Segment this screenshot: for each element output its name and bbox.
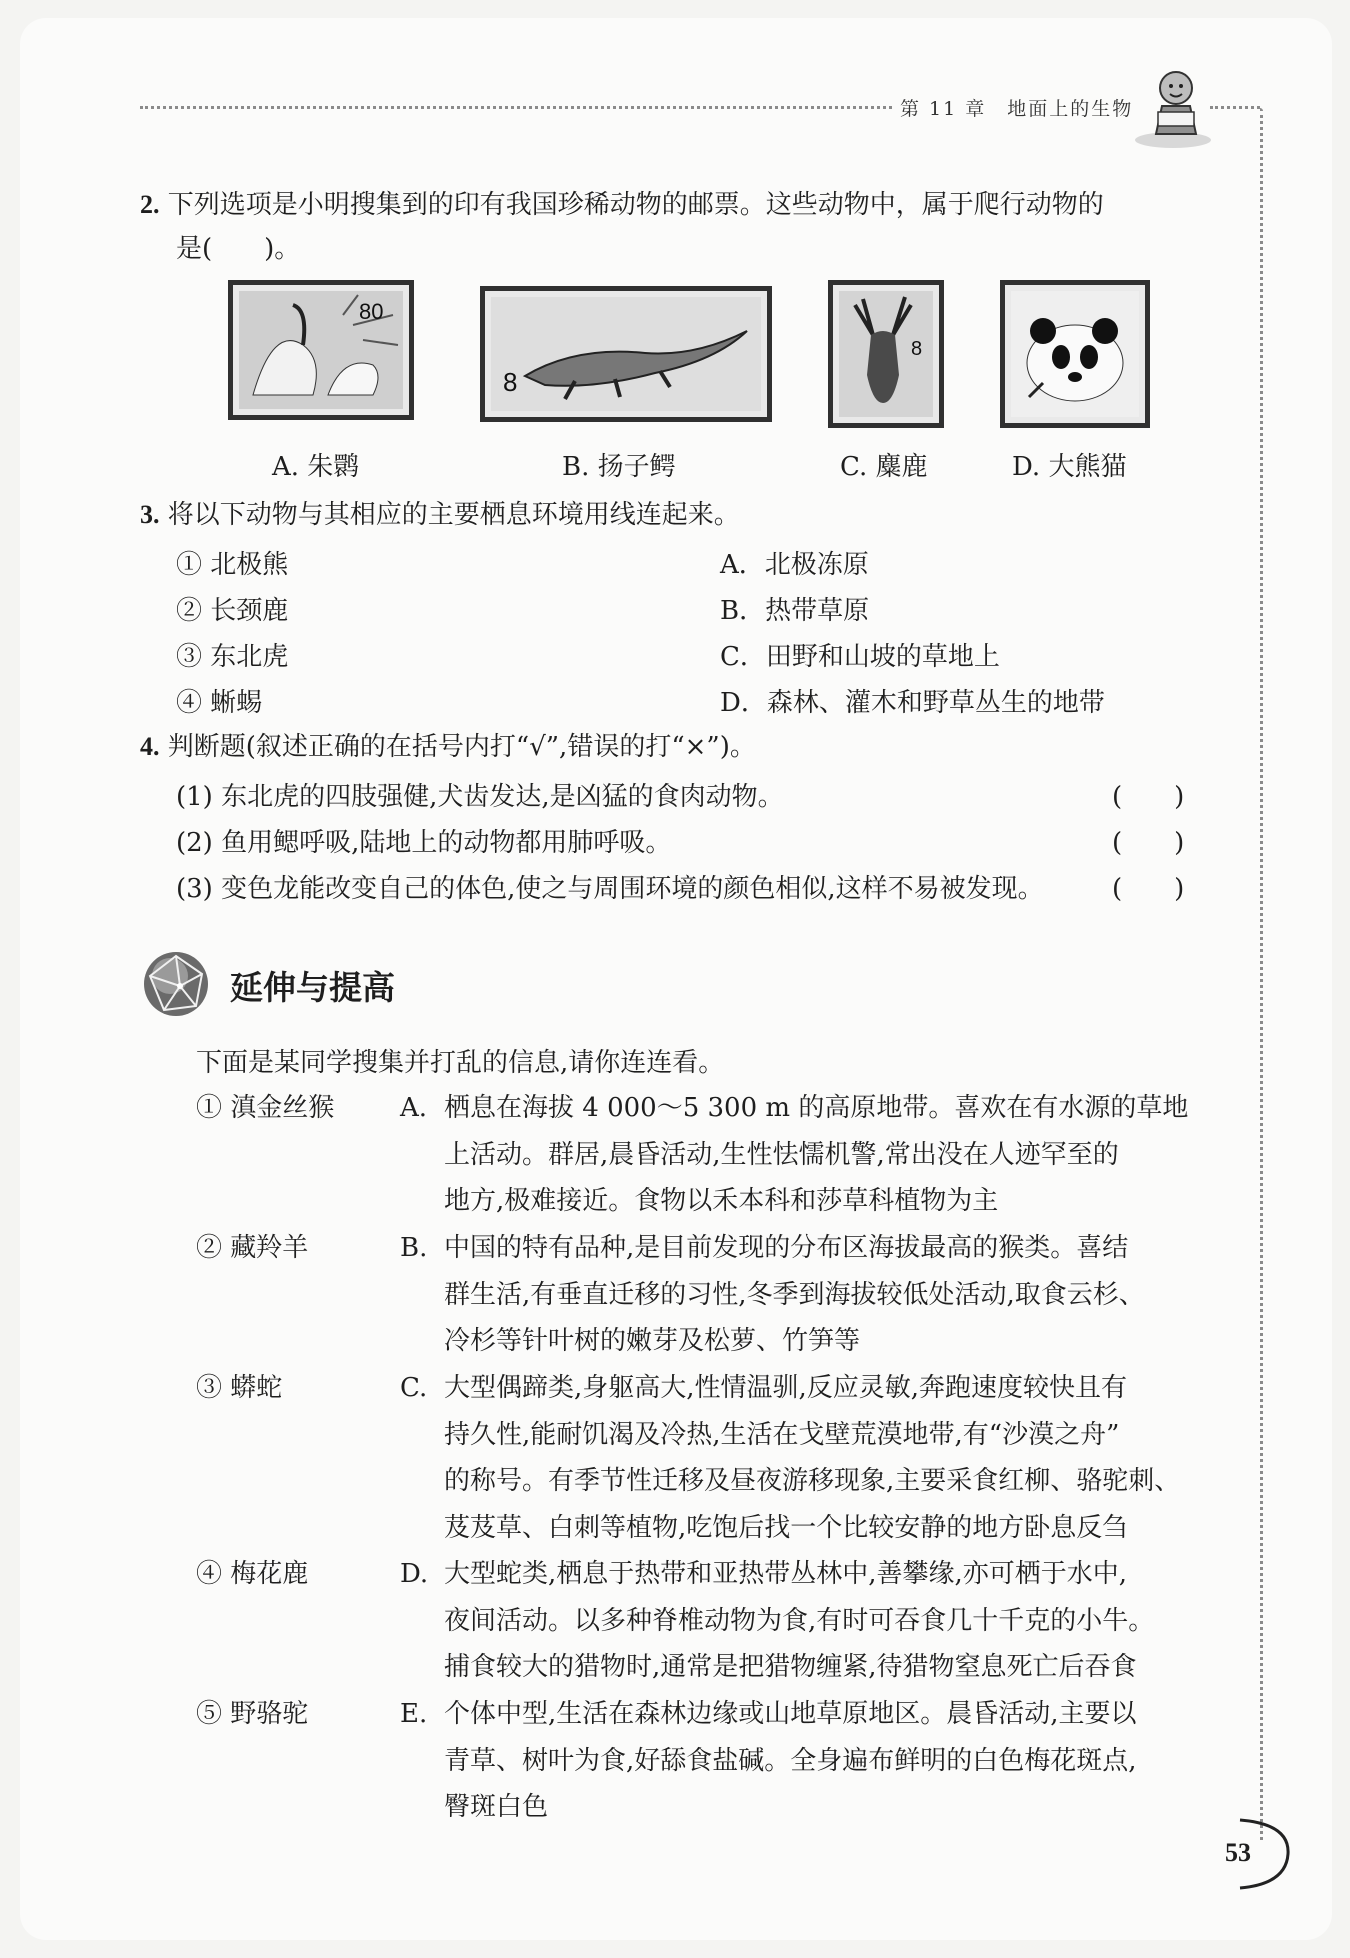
chapter-header: 第 11 章 地面上的生物 — [900, 98, 1134, 120]
question-4-number: 4. — [140, 732, 160, 761]
match-animal-2: ② 藏羚羊 — [196, 1233, 309, 1263]
desc-a-line1: 栖息在海拔 4 000～5 300 m 的高原地带。喜欢在有水源的草地 — [444, 1093, 1189, 1123]
question-4 — [140, 724, 756, 770]
match-letter-e: E. — [400, 1699, 428, 1729]
desc-c-line4: 芨芨草、白刺等植物,吃饱后找一个比较安静的地方卧息反刍 — [444, 1512, 1129, 1543]
globe-network-icon — [140, 946, 216, 1026]
desc-c-line2: 持久性,能耐饥渴及冷热,生活在戈壁荒漠地带,有“沙漠之舟” — [444, 1419, 1120, 1450]
question-3-text: 将以下动物与其相应的主要栖息环境用线连起来。 — [167, 500, 740, 530]
match-animal-5: ⑤ 野骆驼 — [196, 1699, 309, 1729]
q3-habitat-c: C．田野和山坡的草地上 — [720, 642, 1000, 672]
q3-habitat-a: A．北极冻原 — [720, 550, 869, 580]
match-description-b — [444, 1225, 1204, 1365]
match-letter-c: C. — [400, 1373, 428, 1403]
desc-d-line2: 夜间活动。以多种脊椎动物为食,有时可吞食几十千克的小牛。 — [444, 1605, 1155, 1636]
judgment-item-3: (3) 变色龙能改变自己的体色,使之与周围环境的颜色相似,这样不易被发现。 — [176, 874, 1044, 904]
desc-b-line3: 冷杉等针叶树的嫩芽及松萝、竹笋等 — [444, 1326, 861, 1356]
question-2-line2: 是( )。 — [176, 234, 301, 264]
judgment-answer-2[interactable]: ( ) — [1112, 828, 1185, 858]
q3-animal-1: ① 北极熊 — [176, 550, 289, 580]
question-2-number: 2. — [140, 190, 160, 219]
match-description-e — [444, 1691, 1204, 1831]
pere-david-deer-stamp — [828, 280, 944, 428]
q3-habitat-d: D．森林、灌木和野草丛生的地带 — [720, 688, 1105, 718]
desc-a-line2: 上活动。群居,晨昏活动,生性怯懦机警,常出没在人迹罕至的 — [444, 1139, 1119, 1170]
match-description-a — [444, 1085, 1204, 1225]
desc-e-line2: 青草、树叶为食,好舔食盐碱。全身遍布鲜明的白色梅花斑点, — [444, 1745, 1137, 1776]
crested-ibis-stamp — [228, 280, 414, 420]
stamp-caption-c: C. 麋鹿 — [840, 452, 928, 482]
stamp-caption-a: A. 朱鹮 — [272, 452, 360, 482]
section-intro: 下面是某同学搜集并打乱的信息,请你连连看。 — [196, 1048, 725, 1078]
match-animal-4: ④ 梅花鹿 — [196, 1559, 309, 1589]
question-4-text: 判断题(叙述正确的在括号内打“√”,错误的打“×”)。 — [167, 732, 756, 762]
match-animal-1: ① 滇金丝猴 — [196, 1093, 335, 1123]
match-letter-b: B. — [400, 1233, 428, 1263]
desc-b-line1: 中国的特有品种,是目前发现的分布区海拔最高的猴类。喜结 — [444, 1233, 1129, 1263]
q3-animal-3: ③ 东北虎 — [176, 642, 289, 672]
q3-habitat-b: B．热带草原 — [720, 596, 870, 626]
question-3 — [140, 492, 740, 538]
chinese-alligator-stamp — [480, 286, 772, 422]
question-3-number: 3. — [140, 500, 160, 529]
desc-a-line3: 地方,极难接近。食物以禾本科和莎草科植物为主 — [444, 1186, 999, 1216]
desc-e-line1: 个体中型,生活在森林边缘或山地草原地区。晨昏活动,主要以 — [444, 1699, 1137, 1729]
stamp-caption-b: B. 扬子鳄 — [562, 452, 676, 482]
section-title: 延伸与提高 — [230, 968, 395, 1007]
page-number: 53 — [1225, 1838, 1251, 1867]
desc-d-line1: 大型蛇类,栖息于热带和亚热带丛林中,善攀缘,亦可栖于水中, — [444, 1559, 1128, 1589]
match-letter-d: D. — [400, 1559, 429, 1589]
match-description-d — [444, 1551, 1204, 1691]
alligator-stamp-value: 8 — [503, 367, 518, 397]
judgment-answer-1[interactable]: ( ) — [1112, 782, 1185, 812]
giant-panda-stamp — [1000, 280, 1150, 428]
header-rule — [140, 106, 892, 109]
match-letter-a: A. — [400, 1093, 428, 1123]
deer-stamp-value: 8 — [911, 338, 923, 360]
desc-c-line1: 大型偶蹄类,身躯高大,性情温驯,反应灵敏,奔跑速度较快且有 — [444, 1373, 1128, 1403]
question-2-text: 下列选项是小明搜集到的印有我国珍稀动物的邮票。这些动物中，属于爬行动物的 — [167, 190, 1104, 220]
desc-c-line3: 的称号。有季节性迁移及昼夜游移现象,主要采食红柳、骆驼刺、 — [444, 1466, 1181, 1496]
reading-child-mascot-icon — [1128, 62, 1218, 156]
ibis-stamp-value: 80 — [359, 299, 384, 324]
q3-animal-4: ④ 蜥蜴 — [176, 688, 263, 718]
judgment-item-2: (2) 鱼用鳃呼吸,陆地上的动物都用肺呼吸。 — [176, 828, 672, 858]
q3-animal-2: ② 长颈鹿 — [176, 596, 289, 626]
judgment-item-1: (1) 东北虎的四肢强健,犬齿发达,是凶猛的食肉动物。 — [176, 782, 784, 812]
match-description-c — [444, 1365, 1204, 1551]
desc-b-line2: 群生活,有垂直迁移的习性,冬季到海拔较低处活动,取食云杉、 — [444, 1279, 1145, 1310]
match-animal-3: ③ 蟒蛇 — [196, 1373, 283, 1403]
judgment-answer-3[interactable]: ( ) — [1112, 874, 1185, 904]
stamp-caption-d: D. 大熊猫 — [1012, 452, 1127, 482]
desc-e-line3: 臀斑白色 — [444, 1792, 549, 1822]
desc-d-line3: 捕食较大的猎物时,通常是把猎物缠紧,待猎物窒息死亡后吞食 — [444, 1652, 1137, 1682]
margin-rule — [1260, 108, 1263, 1840]
question-2 — [140, 182, 1104, 228]
